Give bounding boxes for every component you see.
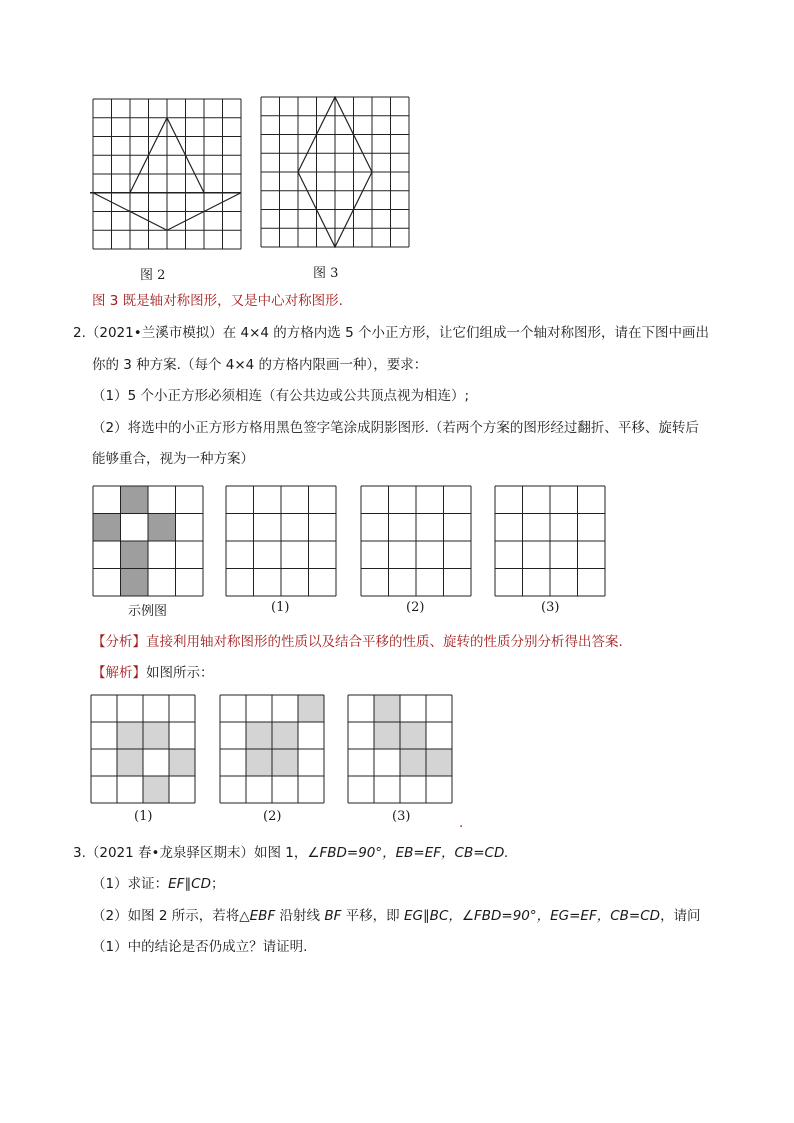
q3-part-2 [92, 906, 701, 926]
shaded-cell [169, 749, 195, 776]
shaded-cell [246, 722, 272, 749]
shaded-cell [121, 541, 149, 569]
analysis-line [92, 632, 623, 652]
shaded-cell [374, 722, 400, 749]
analysis-text: 直接利用轴对称图形的性质以及结合平移的性质、旋转的性质分别分析得出答案. [146, 634, 623, 650]
example-grid-caption: 示例图 [128, 604, 168, 619]
figure-2-grid [93, 99, 243, 251]
q3-part-1-prefix: （1）求证： [92, 876, 169, 892]
solution-line [92, 663, 214, 683]
figure-3-caption: 图 3 [313, 266, 339, 281]
q2-line-2: 你的 3 种方案.（每个 4×4 的方格内限画一种），要求： [92, 357, 428, 373]
answer-grid-3 [348, 695, 452, 803]
analysis-tag: 【分析】 [92, 634, 146, 650]
q3-part-2-f: EG∥BC，∠FBD=90°，EG=EF，CB=CD [403, 908, 661, 924]
q3-part-2-c: 沿射线 [275, 908, 325, 924]
answer-2-caption: (2) [263, 809, 282, 824]
q3-part-1 [92, 874, 224, 894]
shaded-cell [400, 722, 426, 749]
q2-requirement-1: （1）5 个小正方形必须相连（有公共边或公共顶点视为相连）; [92, 388, 470, 404]
q3-part-2-b: EBF [249, 908, 276, 924]
shaded-cell [272, 749, 298, 776]
shaded-cell [93, 514, 121, 542]
shaded-cell [148, 514, 176, 542]
grid-1-caption: (1) [271, 600, 290, 615]
shaded-cell [426, 749, 452, 776]
shaded-cell [117, 722, 143, 749]
q3-part-2-e: 平移，即 [341, 908, 404, 924]
answer-3-caption: (3) [392, 809, 411, 824]
answer-1-caption: (1) [134, 809, 153, 824]
answer-grid-1 [91, 695, 195, 803]
q3-cond-2: CB=CD. [454, 845, 509, 861]
shaded-cell [246, 749, 272, 776]
blank-grid-3 [495, 486, 605, 596]
shaded-cell [117, 749, 143, 776]
q3-angle: ∠FBD=90°， [307, 845, 396, 861]
shaded-cell [298, 695, 324, 722]
q3-part-1-suffix: ； [210, 876, 225, 892]
solution-text: 如图所示： [146, 665, 214, 681]
shaded-cell [272, 722, 298, 749]
shaded-cell [121, 486, 149, 514]
q2-requirement-2: （2）将选中的小正方形方格用黑色签字笔涂成阴影图形.（若两个方案的图形经过翻折、平移、旋转后 [92, 420, 699, 436]
figure-2-caption: 图 2 [140, 268, 166, 283]
q3-line-1 [73, 843, 509, 863]
figure-3-note: 图 3 既是轴对称图形，又是中心对称图形. [92, 293, 343, 309]
example-grid [93, 486, 203, 596]
trailing-dot: . [459, 815, 464, 831]
q3-lead: 3.（2021 春•龙泉驿区期末）如图 1， [73, 845, 308, 861]
blank-grid-1 [226, 486, 336, 596]
q3-part-2-a: （2）如图 2 所示，若将△ [92, 908, 250, 924]
q2-requirement-2-cont: 能够重合，视为一种方案） [92, 451, 254, 467]
q3-part-2-d: BF [324, 908, 342, 924]
q3-part-2-g: ，请问 [660, 908, 701, 924]
blank-grid-2 [361, 486, 471, 596]
q2-line-1: 2.（2021•兰溪市模拟）在 4×4 的方格内选 5 个小正方形，让它们组成一个轴对称图形，请在下图中画出 [73, 325, 709, 341]
answer-grid-2 [220, 695, 324, 803]
figure-3-grid [261, 97, 409, 247]
shaded-cell [374, 695, 400, 722]
q3-part-2-line-2: （1）中的结论是否仍成立？请证明. [92, 939, 308, 955]
shaded-cell [121, 569, 149, 597]
grid-3-caption: (3) [541, 600, 560, 615]
shaded-cell [143, 776, 169, 803]
shaded-cell [400, 749, 426, 776]
shaded-cell [143, 722, 169, 749]
grid-2-caption: (2) [406, 600, 425, 615]
q3-part-1-expr: EF∥CD [168, 876, 211, 892]
q3-cond-1: EB=EF， [395, 845, 455, 861]
solution-tag: 【解析】 [92, 665, 146, 681]
